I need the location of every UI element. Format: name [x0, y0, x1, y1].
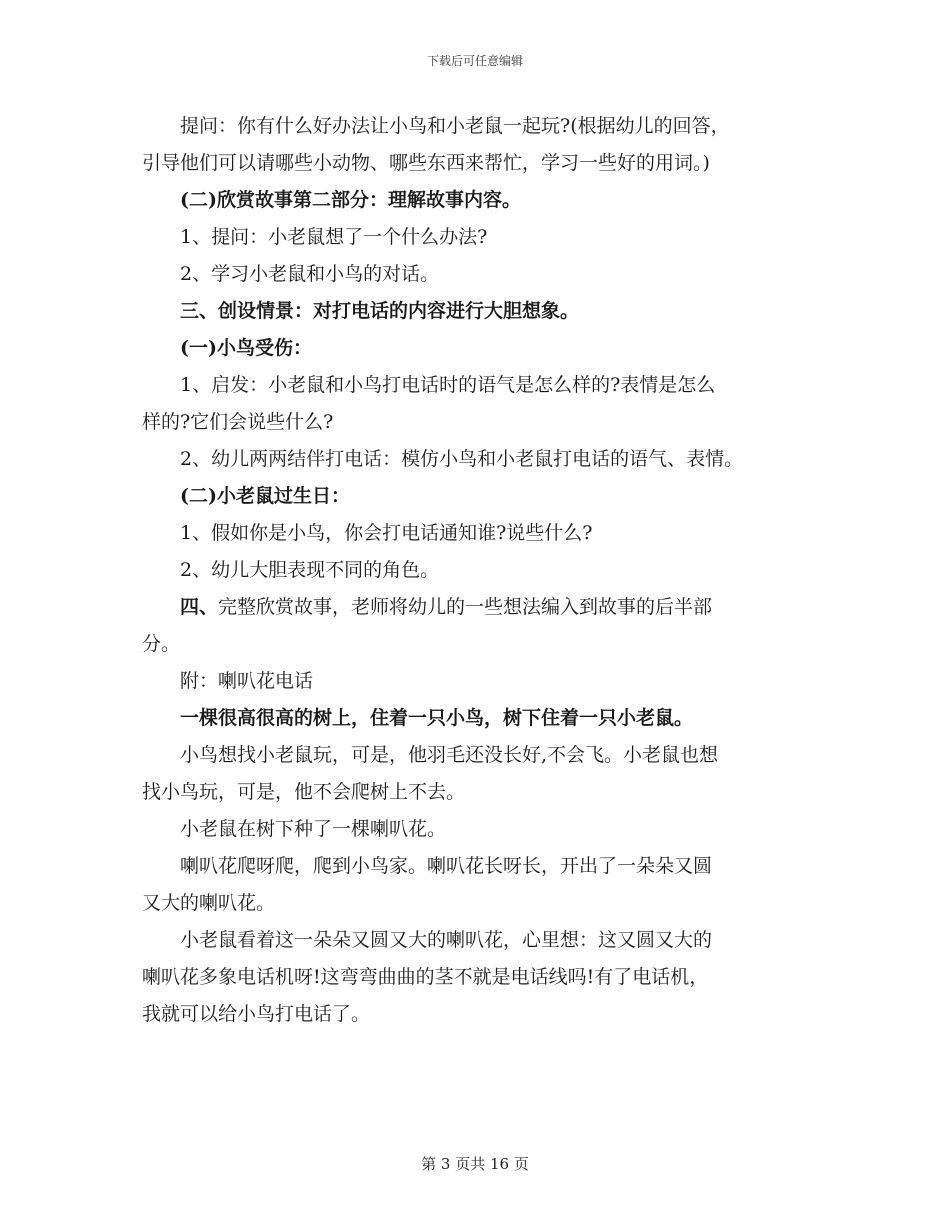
list-item: [142, 219, 818, 256]
text-line: 一棵很高很高的树上，住着一只小鸟，树下住着一只小老鼠。: [180, 707, 694, 729]
text-line: 找小鸟玩，可是，他不会爬树上不去。: [142, 781, 466, 803]
page-header: 下载后可任意编辑: [426, 54, 523, 68]
list-item: [142, 515, 818, 552]
heading-text: 三、创设情景：对打电话的内容进行大胆想象。: [180, 300, 580, 322]
text-line: 样的?它们会说些什么?: [142, 411, 334, 433]
section-heading-three: [142, 293, 818, 330]
text-line: 小老鼠看着这一朵朵又圆又大的喇叭花，心里想：这又圆又大的: [180, 929, 713, 951]
document-body: [142, 108, 818, 1033]
text-line: 2、幼儿大胆表现不同的角色。: [180, 559, 440, 581]
subsection-heading-mouse-birthday: [142, 478, 818, 515]
heading-text: (二)小老鼠过生日：: [180, 485, 350, 507]
text-line: 又大的喇叭花。: [142, 892, 276, 914]
section-number: 四、: [180, 596, 219, 618]
story-paragraph: [142, 700, 818, 737]
story-paragraph: [142, 737, 818, 811]
text-line: 1、假如你是小鸟，你会打电话通知谁?说些什么?: [180, 522, 593, 544]
story-paragraph: [142, 922, 818, 1033]
list-item: [142, 552, 818, 589]
heading-text: (一)小鸟受伤：: [180, 337, 312, 359]
text-line: 引导他们可以请哪些小动物、哪些东西来帮忙，学习一些好的用词。): [142, 152, 710, 174]
text-line: 提问：你有什么好办法让小鸟和小老鼠一起玩?(根据幼儿的回答，: [180, 115, 730, 137]
heading-text: (二)欣赏故事第二部分：理解故事内容。: [180, 189, 521, 211]
paragraph-question-ideas: [142, 108, 818, 182]
text-line: 1、启发：小老鼠和小鸟打电话时的语气是怎么样的?表情是怎么: [180, 374, 716, 396]
section-heading-story-part-two: [142, 182, 818, 219]
text-line: 小老鼠在树下种了一棵喇叭花。: [180, 818, 447, 840]
list-item: [142, 256, 818, 293]
page-footer: 第 3 页共 16 页: [421, 1155, 529, 1173]
appendix-title: [142, 663, 818, 700]
text-line: 分。: [142, 633, 181, 655]
text-line: [142, 589, 818, 626]
text-line: 小鸟想找小老鼠玩，可是，他羽毛还没长好,不会飞。小老鼠也想: [180, 744, 719, 766]
list-item: [142, 441, 818, 478]
text-run: 完整欣赏故事，老师将幼儿的一些想法编入到故事的后半部: [218, 596, 713, 618]
section-four-paragraph: [142, 589, 818, 663]
text-line: 我就可以给小鸟打电话了。: [142, 1003, 371, 1025]
subsection-heading-bird-injured: [142, 330, 818, 367]
text-line: 喇叭花爬呀爬，爬到小鸟家。喇叭花长呀长，开出了一朵朵又圆: [180, 855, 713, 877]
story-paragraph: [142, 848, 818, 922]
list-item: [142, 367, 818, 441]
text-line: 2、幼儿两两结伴打电话：模仿小鸟和小老鼠打电话的语气、表情。: [180, 448, 744, 470]
text-line: 喇叭花多象电话机呀!这弯弯曲曲的茎不就是电话线吗!有了电话机，: [142, 966, 709, 988]
story-paragraph: [142, 811, 818, 848]
text-line: 附：喇叭花电话: [180, 670, 314, 692]
text-line: 1、提问：小老鼠想了一个什么办法?: [180, 226, 488, 248]
text-line: 2、学习小老鼠和小鸟的对话。: [180, 263, 440, 285]
